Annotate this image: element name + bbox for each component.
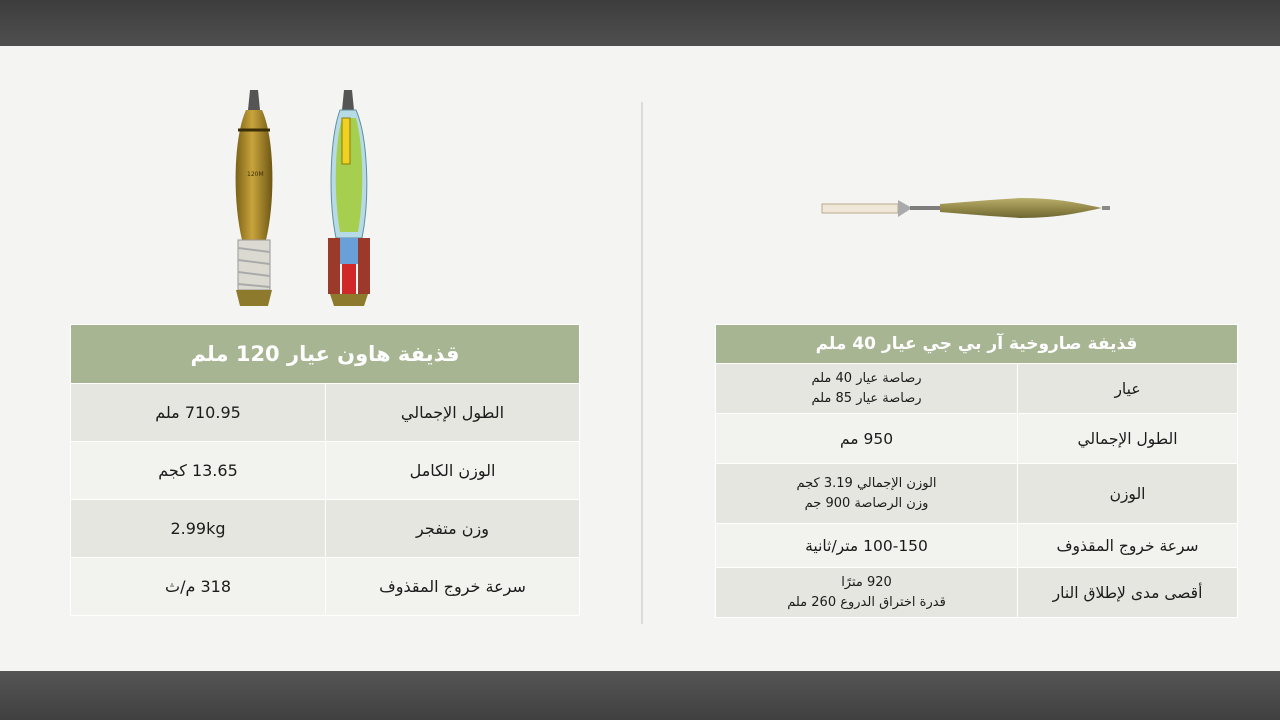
spec-label: الطول الإجمالي xyxy=(326,384,580,442)
spec-label: سرعة خروج المقذوف xyxy=(1018,524,1238,568)
rpg-rocket-image xyxy=(820,190,1112,224)
table-row xyxy=(716,568,1238,618)
spec-value-line: الوزن الإجمالي 3.19 كجم xyxy=(796,475,937,491)
mortar-table-title: قذيفة هاون عيار 120 ملم xyxy=(71,325,580,384)
table-row xyxy=(716,414,1238,464)
spec-label: الوزن xyxy=(1018,464,1238,524)
spec-value-line: وزن الرصاصة 900 جم xyxy=(804,495,929,511)
spec-value: 710.95 ملم xyxy=(71,384,326,442)
top-bar xyxy=(0,0,1280,46)
table-row xyxy=(71,384,580,442)
spec-value xyxy=(716,464,1018,524)
bottom-bar xyxy=(0,671,1280,720)
spec-value-line: قدرة اختراق الدروع 260 ملم xyxy=(787,594,946,610)
mortar-marking: 120M xyxy=(247,171,264,178)
table-row xyxy=(716,464,1238,524)
table-row xyxy=(716,524,1238,568)
mortar-specs-table xyxy=(70,324,580,616)
spec-value: 950 مم xyxy=(716,414,1018,464)
spec-value: 2.99kg xyxy=(71,500,326,558)
spec-value xyxy=(716,364,1018,414)
table-row xyxy=(71,558,580,616)
spec-label: عيار xyxy=(1018,364,1238,414)
spec-label: الوزن الكامل xyxy=(326,442,580,500)
spec-value xyxy=(716,568,1018,618)
spec-label: وزن متفجر xyxy=(326,500,580,558)
mortar-cutaway-image xyxy=(322,88,376,308)
rpg-specs-table xyxy=(715,324,1238,618)
spec-value-line: 920 مترًا xyxy=(841,574,892,590)
mortar-shell-image xyxy=(222,88,286,308)
spec-label: سرعة خروج المقذوف xyxy=(326,558,580,616)
spec-label: أقصى مدى لإطلاق النار xyxy=(1018,568,1238,618)
spec-value: 318 م/ث xyxy=(71,558,326,616)
table-row xyxy=(716,364,1238,414)
spec-label: الطول الإجمالي xyxy=(1018,414,1238,464)
table-row xyxy=(71,500,580,558)
table-row xyxy=(71,442,580,500)
spec-value: 100-150 متر/ثانية xyxy=(716,524,1018,568)
rpg-table-title: قذيفة صاروخية آر بي جي عيار 40 ملم xyxy=(716,325,1238,364)
spec-value: 13.65 كجم xyxy=(71,442,326,500)
spec-value-line: رصاصة عيار 85 ملم xyxy=(811,390,922,406)
center-divider xyxy=(641,102,643,624)
spec-value-line: رصاصة عيار 40 ملم xyxy=(811,370,922,386)
